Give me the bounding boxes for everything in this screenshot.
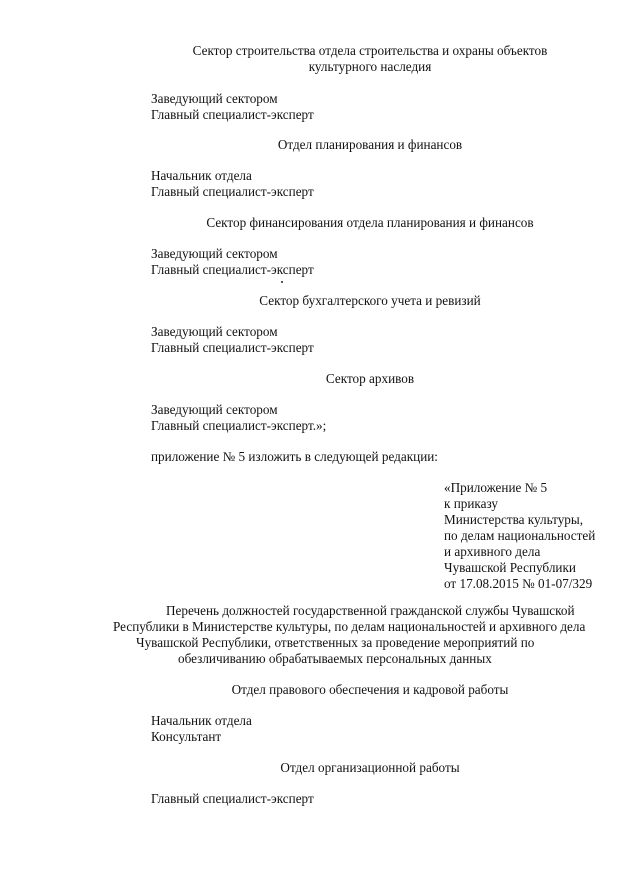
position-head-of-sector: Заведующий сектором [151,246,278,261]
list-title-line: обезличиванию обрабатываемых персональных данных [178,651,492,666]
appendix-header-line: Чувашской Республики [444,560,576,575]
position-consultant: Консультант [151,729,222,744]
appendix-header-line: по делам национальностей [444,528,596,543]
appendix-header-line: от 17.08.2015 № 01-07/329 [444,576,593,591]
section-title-construction-line1: Сектор строительства отдела строительства и охраны объектов [192,43,548,58]
section-title-construction-line2: культурного наследия [308,59,432,74]
list-title-line: Чувашской Республики, ответственных за проведение мероприятий по [136,635,535,650]
section-title-financing: Сектор финансирования отдела планирования и финансов [206,215,534,230]
appendix-header-line: и архивного дела [444,544,541,559]
position-chief-specialist: Главный специалист-эксперт.»; [151,418,327,433]
section-title-legal: Отдел правового обеспечения и кадровой работы [231,682,509,697]
list-title-line: Перечень должностей государственной гражданской службы Чувашской [166,603,575,618]
section-title-organizational: Отдел организационной работы [280,760,460,775]
section-title-planning: Отдел планирования и финансов [277,137,463,152]
position-head-of-department: Начальник отдела [151,713,252,728]
scan-dot-mark [281,281,283,283]
section-title-archives: Сектор архивов [325,371,415,386]
position-head-of-sector: Заведующий сектором [151,402,278,417]
instruction-text: приложение № 5 изложить в следующей редакции: [151,449,438,464]
section-title-accounting: Сектор бухгалтерского учета и ревизий [259,293,481,308]
position-head-of-sector: Заведующий сектором [151,91,278,106]
position-head-of-sector: Заведующий сектором [151,324,278,339]
position-chief-specialist: Главный специалист-эксперт [151,107,314,122]
position-head-of-department: Начальник отдела [151,168,252,183]
position-chief-specialist: Главный специалист-эксперт [151,184,314,199]
appendix-header-line: Министерства культуры, [444,512,584,527]
appendix-header-line: «Приложение № 5 [444,480,548,495]
list-title-line: Республики в Министерстве культуры, по делам национальностей и архивного дела [113,619,586,634]
position-chief-specialist: Главный специалист-эксперт [151,791,314,806]
appendix-header-line: к приказу [444,496,498,511]
position-chief-specialist: Главный специалист-эксперт [151,262,314,277]
position-chief-specialist: Главный специалист-эксперт [151,340,314,355]
